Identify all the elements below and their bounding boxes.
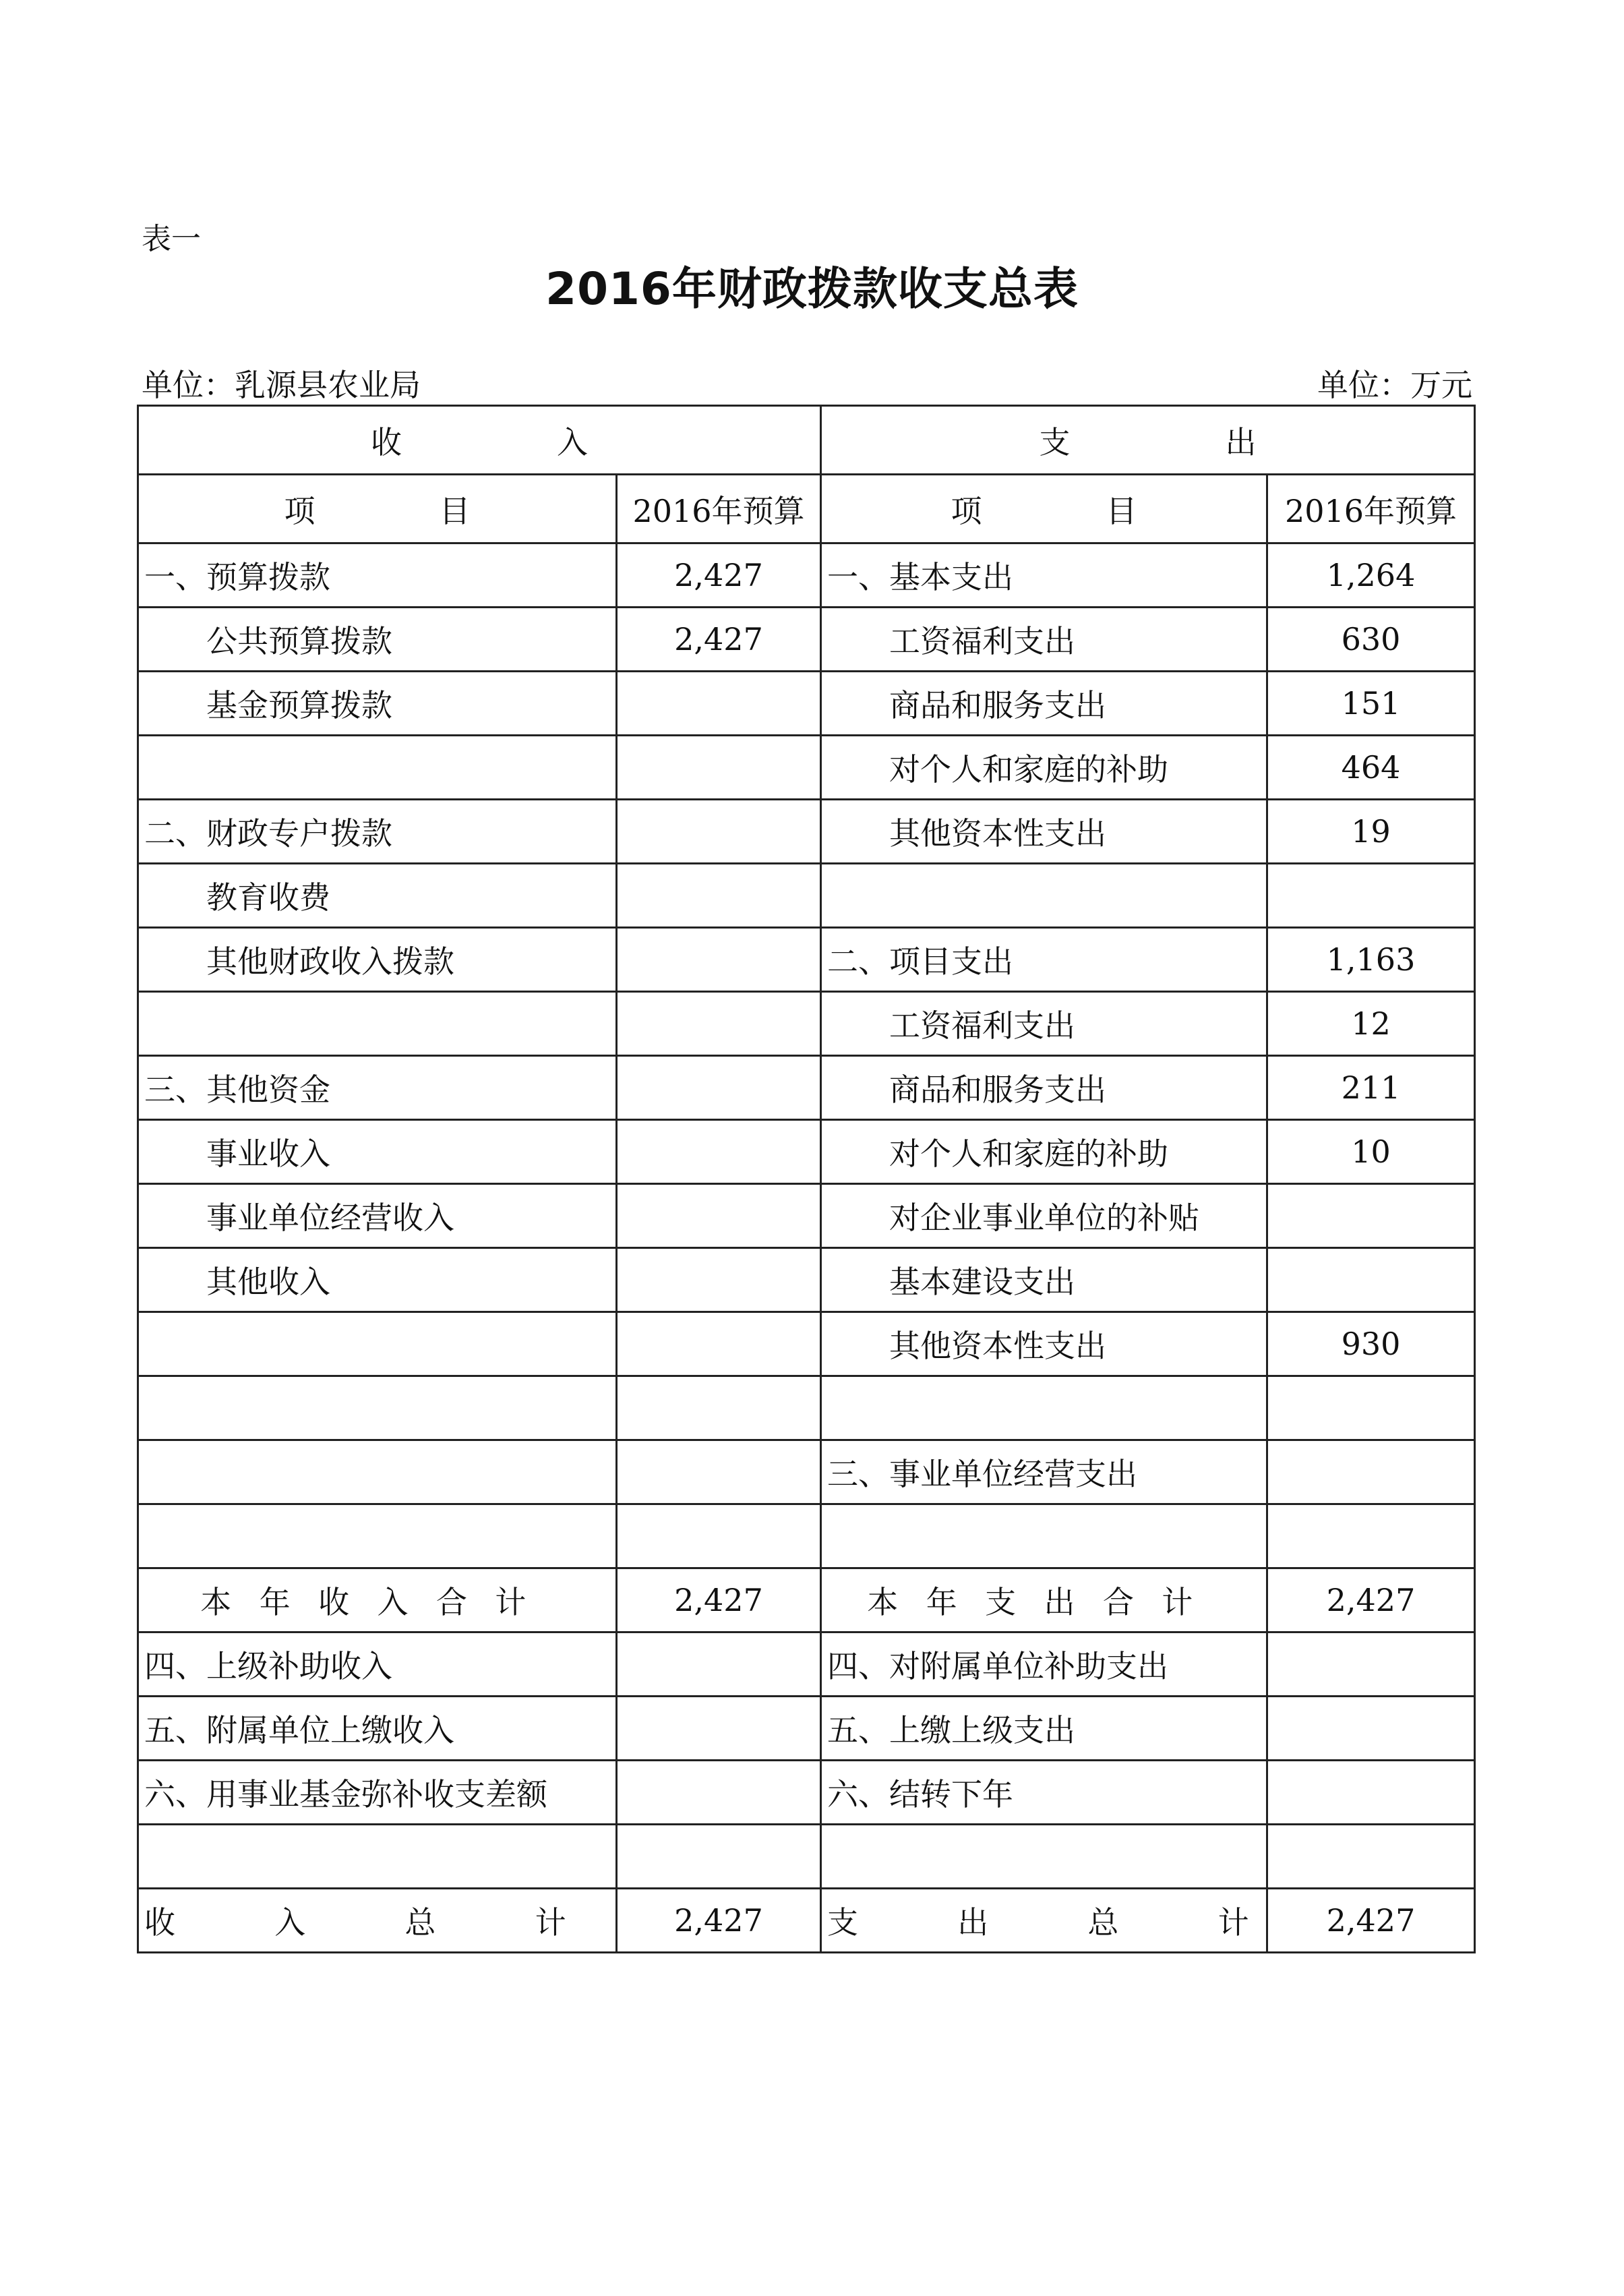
- income-value: [617, 1697, 821, 1761]
- income-item: 一、预算拨款: [138, 543, 617, 608]
- expense-value: [1267, 1697, 1475, 1761]
- expense-item: 二、项目支出: [821, 928, 1267, 992]
- expense-value: 12: [1267, 992, 1475, 1056]
- expense-item: 一、基本支出: [821, 543, 1267, 608]
- income-value: [617, 1248, 821, 1312]
- table-row: [138, 1184, 1475, 1248]
- income-value: [617, 800, 821, 864]
- table-row: [138, 1376, 1475, 1440]
- income-item: 事业单位经营收入: [138, 1184, 617, 1248]
- table-row: [138, 1504, 1475, 1568]
- income-value: [617, 928, 821, 992]
- income-item: [138, 736, 617, 800]
- expense-value: 10: [1267, 1120, 1475, 1184]
- expense-value: [1267, 1248, 1475, 1312]
- income-value: [617, 1825, 821, 1889]
- expense-item: [821, 1825, 1267, 1889]
- expense-budget-header: 2016年预算: [1267, 475, 1475, 543]
- income-total-value: 2,427: [617, 1889, 821, 1953]
- income-value: [617, 736, 821, 800]
- income-item: 其他财政收入拨款: [138, 928, 617, 992]
- expense-item: 工资福利支出: [821, 608, 1267, 672]
- income-item: [138, 1504, 617, 1568]
- expense-item: 六、结转下年: [821, 1761, 1267, 1825]
- expense-item: 三、事业单位经营支出: [821, 1440, 1267, 1504]
- income-item: 教育收费: [138, 864, 617, 928]
- expense-item: 商品和服务支出: [821, 1056, 1267, 1120]
- page-title: 2016年财政拨款收支总表: [545, 263, 1079, 315]
- table-row: [138, 608, 1475, 672]
- income-value: [617, 1056, 821, 1120]
- income-value: [617, 1184, 821, 1248]
- expense-value: 930: [1267, 1312, 1475, 1376]
- expense-item: [821, 1376, 1267, 1440]
- table-row: [138, 1697, 1475, 1761]
- income-subtotal-value: 2,427: [617, 1568, 821, 1632]
- expense-value: 464: [1267, 736, 1475, 800]
- income-budget-header: 2016年预算: [617, 475, 821, 543]
- expense-value: [1267, 1184, 1475, 1248]
- table-row: [138, 672, 1475, 736]
- expense-header: 支 出: [821, 406, 1475, 475]
- expense-value: [1267, 864, 1475, 928]
- expense-value: [1267, 1825, 1475, 1889]
- expense-subtotal-label: 本年支出合计: [821, 1568, 1267, 1632]
- income-value: [617, 1312, 821, 1376]
- income-item: 其他收入: [138, 1248, 617, 1312]
- unit-organization: 单位：乳源县农业局: [142, 367, 421, 403]
- expense-value: 1,163: [1267, 928, 1475, 992]
- table-row: [138, 1632, 1475, 1697]
- table-label: 表一: [142, 222, 201, 256]
- income-item: 二、财政专户拨款: [138, 800, 617, 864]
- income-item: 基金预算拨款: [138, 672, 617, 736]
- table-row: [138, 543, 1475, 608]
- expense-value: [1267, 1632, 1475, 1697]
- expense-total-value: 2,427: [1267, 1889, 1475, 1953]
- income-value: [617, 1761, 821, 1825]
- expense-value: [1267, 1440, 1475, 1504]
- expense-item: 其他资本性支出: [821, 1312, 1267, 1376]
- expense-item: 对个人和家庭的补助: [821, 1120, 1267, 1184]
- expense-value: 211: [1267, 1056, 1475, 1120]
- table-row: [138, 928, 1475, 992]
- income-total-label: 收入总计: [138, 1889, 617, 1953]
- income-item: 五、附属单位上缴收入: [138, 1697, 617, 1761]
- expense-item: 商品和服务支出: [821, 672, 1267, 736]
- expense-value: 151: [1267, 672, 1475, 736]
- table-row: [138, 736, 1475, 800]
- unit-currency: 单位：万元: [1317, 367, 1472, 403]
- expense-value: 19: [1267, 800, 1475, 864]
- income-item-header: 项 目: [138, 475, 617, 543]
- expense-item: [821, 1504, 1267, 1568]
- income-value: [617, 992, 821, 1056]
- income-item: 三、其他资金: [138, 1056, 617, 1120]
- income-value: 2,427: [617, 543, 821, 608]
- expense-value: 1,264: [1267, 543, 1475, 608]
- budget-table: [137, 405, 1476, 1953]
- income-value: [617, 864, 821, 928]
- income-item: 事业收入: [138, 1120, 617, 1184]
- column-header-row: [138, 475, 1475, 543]
- table-row: [138, 1440, 1475, 1504]
- table-row: [138, 1825, 1475, 1889]
- income-value: [617, 1120, 821, 1184]
- expense-subtotal-value: 2,427: [1267, 1568, 1475, 1632]
- expense-item: 对个人和家庭的补助: [821, 736, 1267, 800]
- income-header: 收 入: [138, 406, 821, 475]
- income-value: [617, 1632, 821, 1697]
- subtotal-row: [138, 1568, 1475, 1632]
- expense-item: 工资福利支出: [821, 992, 1267, 1056]
- income-item: [138, 1312, 617, 1376]
- table-row: [138, 864, 1475, 928]
- income-item: [138, 1376, 617, 1440]
- income-value: [617, 1504, 821, 1568]
- income-value: [617, 672, 821, 736]
- income-subtotal-label: 本年收入合计: [138, 1568, 617, 1632]
- expense-item: 五、上缴上级支出: [821, 1697, 1267, 1761]
- income-item: 六、用事业基金弥补收支差额: [138, 1761, 617, 1825]
- income-item: 四、上级补助收入: [138, 1632, 617, 1697]
- expense-item: 四、对附属单位补助支出: [821, 1632, 1267, 1697]
- expense-item: [821, 864, 1267, 928]
- section-header-row: [138, 406, 1475, 475]
- table-row: [138, 1761, 1475, 1825]
- expense-value: 630: [1267, 608, 1475, 672]
- expense-value: [1267, 1376, 1475, 1440]
- income-item: 公共预算拨款: [138, 608, 617, 672]
- expense-item: 基本建设支出: [821, 1248, 1267, 1312]
- expense-value: [1267, 1761, 1475, 1825]
- table-row: [138, 1056, 1475, 1120]
- table-row: [138, 800, 1475, 864]
- table-row: [138, 992, 1475, 1056]
- income-value: [617, 1376, 821, 1440]
- expense-item: 对企业事业单位的补贴: [821, 1184, 1267, 1248]
- expense-item: 其他资本性支出: [821, 800, 1267, 864]
- income-item: [138, 1825, 617, 1889]
- table-row: [138, 1248, 1475, 1312]
- expense-total-label: 支出总计: [821, 1889, 1267, 1953]
- table-row: [138, 1120, 1475, 1184]
- income-value: 2,427: [617, 608, 821, 672]
- income-item: [138, 1440, 617, 1504]
- grand-total-row: [138, 1889, 1475, 1953]
- income-value: [617, 1440, 821, 1504]
- table-row: [138, 1312, 1475, 1376]
- expense-item-header: 项 目: [821, 475, 1267, 543]
- income-item: [138, 992, 617, 1056]
- expense-value: [1267, 1504, 1475, 1568]
